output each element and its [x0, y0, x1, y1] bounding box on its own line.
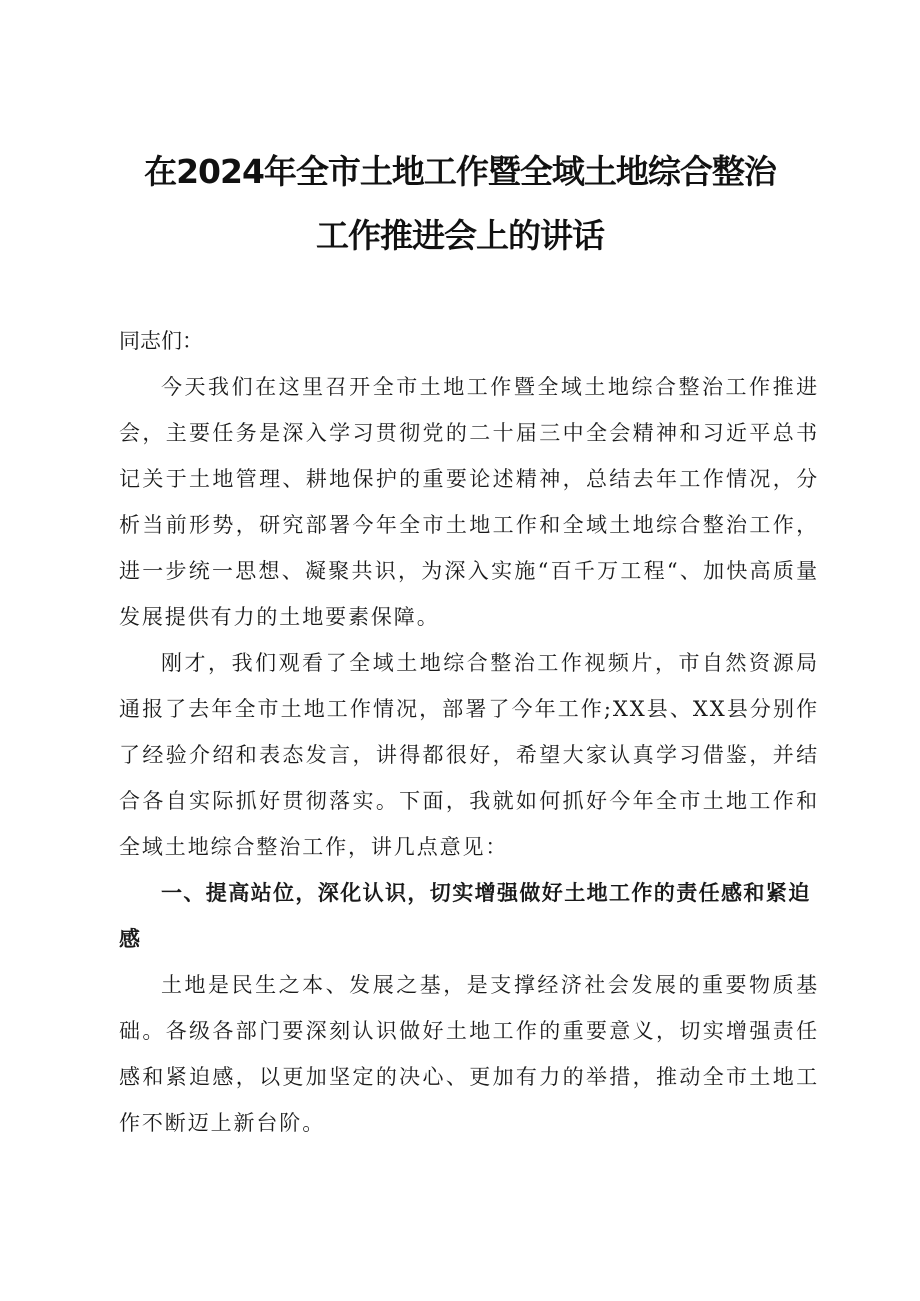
- title-line-2: 工作推进会上的讲话: [316, 216, 604, 255]
- paragraph-section-1: 土地是民生之本、发展之基，是支撑经济社会发展的重要物质基础。各级各部门要深刻认识做好土地工作的重要意义，切实增强责任感和紧迫感，以更加坚定的决心、更加有力的举措，推动全市土地工作不断迈上新台阶。: [119, 973, 819, 1135]
- salutation: 同志们：: [119, 329, 203, 353]
- paragraph-opening: 今天我们在这里召开全市土地工作暨全域土地综合整治工作推进会，主要任务是深入学习贯彻党的二十届三中全会精神和习近平总书记关于土地管理、耕地保护的重要论述精神，总结去年工作情况，分析当前形势，研究部署今年全市土地工作和全域土地综合整治工作，进一步统一思想、凝聚共识，为深入实施“百千万工程“、加快高质量发展提供有力的土地要素保障。: [119, 375, 819, 629]
- section-heading-1: 一、提高站位，深化认识，切实增强做好土地工作的责任感和紧迫感: [119, 881, 811, 951]
- title-line-1: 在2024年全市土地工作暨全域土地综合整治: [144, 152, 776, 191]
- document-title: [0, 140, 920, 268]
- document-body: [119, 318, 819, 1146]
- paragraph-review: 刚才，我们观看了全域土地综合整治工作视频片，市自然资源局通报了去年全市土地工作情况，部署了今年工作;XX县、XX县分别作了经验介绍和表态发言，讲得都很好，希望大家认真学习借鉴，并结合各自实际抓好贯彻落实。下面，我就如何抓好今年全市土地工作和全域土地综合整治工作，讲几点意见：: [119, 651, 819, 859]
